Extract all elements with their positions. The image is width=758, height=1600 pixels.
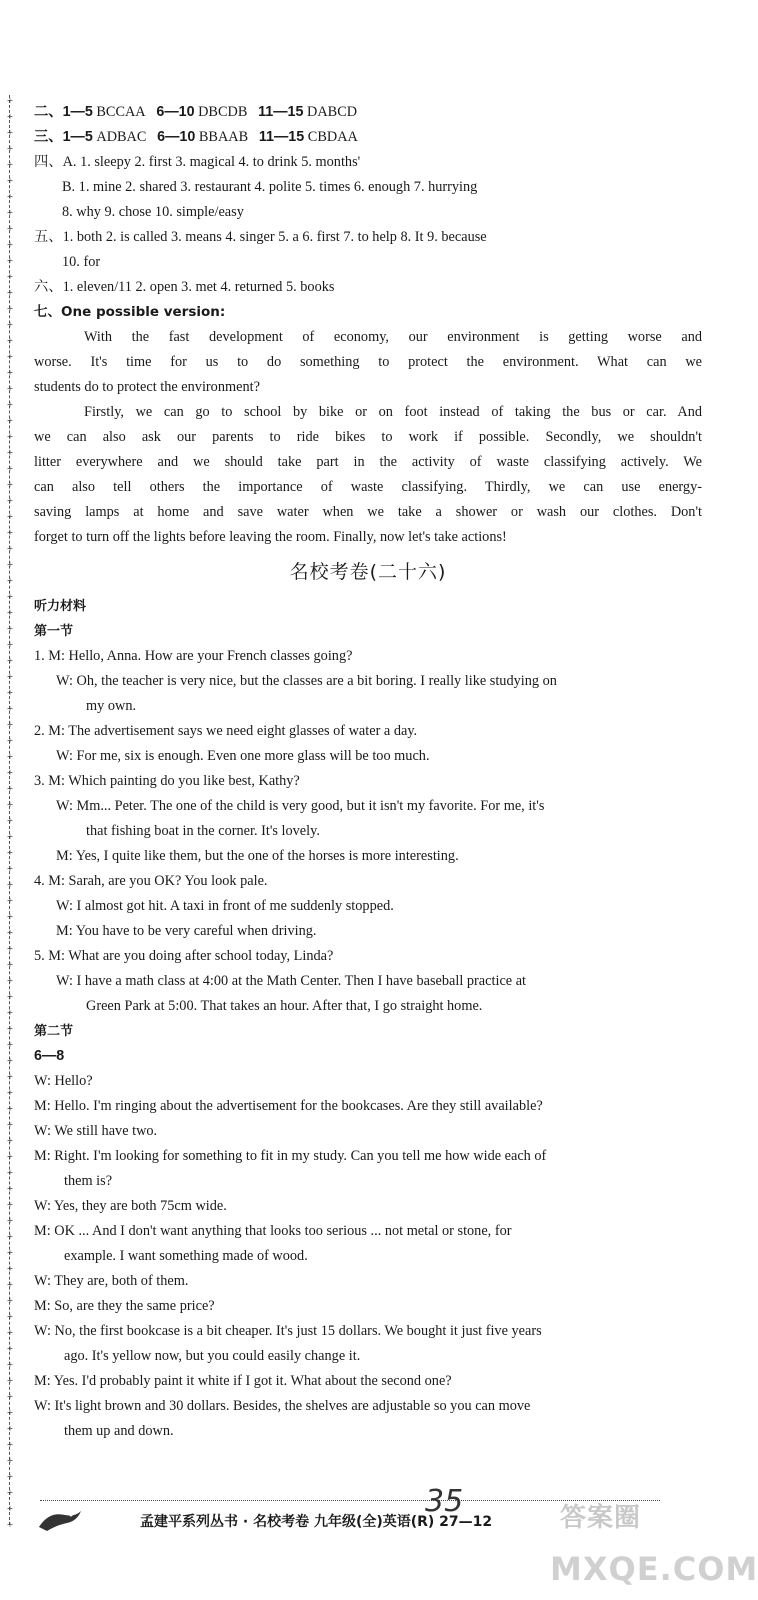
essay-line: saving lamps at home and save water when we take a shower or wash our clothes. Don't	[34, 504, 702, 520]
dialogue-line: M: Yes, I quite like them, but the one of the horses is more interesting.	[56, 848, 459, 864]
binding-mark: +	[6, 175, 14, 187]
binding-mark: +	[6, 783, 14, 795]
binding-mark: +	[6, 1439, 14, 1451]
binding-mark: +	[6, 671, 14, 683]
essay-line: students do to protect the environment?	[34, 379, 260, 395]
binding-mark: +	[6, 399, 14, 411]
binding-mark: +	[6, 1279, 14, 1291]
dialogue-line: them is?	[64, 1173, 113, 1189]
dialogue-line: M: Yes. I'd probably paint it white if I got it. What about the second one?	[34, 1373, 452, 1389]
binding-mark: +	[6, 1103, 14, 1115]
answer-row-7: 七、One possible version:	[34, 304, 226, 320]
binding-mark: +	[6, 799, 14, 811]
binding-mark: +	[6, 959, 14, 971]
binding-mark: +	[6, 463, 14, 475]
binding-mark: +	[6, 1071, 14, 1083]
binding-mark: +	[6, 319, 14, 331]
footer-text: 孟建平系列丛书 · 名校考卷 九年级(全)英语(R) 27—12	[140, 1514, 493, 1530]
dialogue-line: 5. M: What are you doing after school today, Linda?	[34, 948, 334, 964]
binding-mark: +	[6, 559, 14, 571]
binding-mark: +	[6, 1407, 14, 1419]
binding-mark: +	[6, 271, 14, 283]
binding-mark: +	[6, 191, 14, 203]
binding-mark: +	[6, 623, 14, 635]
dialogue-line: W: I almost got hit. A taxi in front of me suddenly stopped.	[56, 898, 394, 914]
page-content	[34, 100, 702, 1444]
watermark-cn: 答案圈	[560, 1503, 642, 1533]
essay-line: litter everywhere and we should take part in the activity of waste classifying actively. We	[34, 454, 702, 470]
binding-mark: +	[6, 1119, 14, 1131]
binding-mark: +	[6, 847, 14, 859]
part1-heading: 第一节	[34, 624, 74, 639]
binding-mark: +	[6, 1503, 14, 1515]
binding-mark: +	[6, 1295, 14, 1307]
binding-mark: +	[6, 591, 14, 603]
exam-title: 名校考卷(二十六)	[289, 561, 447, 583]
binding-mark: +	[6, 607, 14, 619]
binding-mark: +	[6, 1215, 14, 1227]
dialogue-line: W: For me, six is enough. Even one more glass will be too much.	[56, 748, 430, 764]
binding-mark: +	[6, 1231, 14, 1243]
dialogue-line: 1. M: Hello, Anna. How are your French classes going?	[34, 648, 353, 664]
binding-mark: +	[6, 159, 14, 171]
dialogue-line: W: Oh, the teacher is very nice, but the classes are a bit boring. I really like studying on	[56, 673, 557, 689]
essay-line: worse. It's time for us to do something to protect the environment. What can we	[34, 354, 702, 370]
binding-mark: +	[6, 1247, 14, 1259]
binding-mark: +	[6, 479, 14, 491]
binding-mark: +	[6, 143, 14, 155]
binding-mark: +	[6, 1423, 14, 1435]
binding-mark: +	[6, 1199, 14, 1211]
binding-mark: +	[6, 1167, 14, 1179]
binding-mark: +	[6, 415, 14, 427]
dialogue-line: M: You have to be very careful when driving.	[56, 923, 317, 939]
binding-mark: +	[6, 1487, 14, 1499]
binding-mark: +	[6, 1023, 14, 1035]
binding-mark: +	[6, 1343, 14, 1355]
binding-mark: +	[6, 1327, 14, 1339]
binding-mark: +	[6, 335, 14, 347]
part2-dialogue	[34, 1069, 702, 1444]
dialogue-line: M: OK ... And I don't want anything that looks too serious ... not metal or stone, for	[34, 1223, 512, 1239]
part2-heading: 第二节	[34, 1024, 74, 1039]
binding-mark: +	[6, 687, 14, 699]
watermark	[530, 1495, 758, 1595]
binding-mark: +	[6, 239, 14, 251]
essay-line: we can also ask our parents to ride bikes to work if possible. Secondly, we shouldn't	[34, 429, 702, 445]
binding-mark: +	[6, 1455, 14, 1467]
essay-line: Firstly, we can go to school by bike or on foot instead of taking the bus or car. And	[84, 404, 702, 420]
binding-mark: +	[6, 1391, 14, 1403]
binding-mark: +	[6, 431, 14, 443]
binding-mark: +	[6, 1359, 14, 1371]
handwritten-number: 35	[425, 1484, 464, 1519]
binding-mark: +	[6, 815, 14, 827]
binding-mark: +	[6, 831, 14, 843]
binding-mark: +	[6, 1055, 14, 1067]
binding-mark: +	[6, 863, 14, 875]
part1-dialogues	[34, 644, 702, 1019]
binding-mark: +	[6, 911, 14, 923]
binding-mark: +	[6, 95, 14, 107]
listening-heading: 听力材料	[34, 599, 87, 614]
binding-mark: +	[6, 223, 14, 235]
essay-line: forget to turn off the lights before leaving the room. Finally, now let's take actions!	[34, 529, 507, 545]
binding-mark: +	[6, 1471, 14, 1483]
binding-mark: +	[6, 543, 14, 555]
binding-mark: +	[6, 495, 14, 507]
dialogue-line: Green Park at 5:00. That takes an hour. After that, I go straight home.	[86, 998, 483, 1014]
binding-mark: +	[6, 207, 14, 219]
dialogue-line: M: Right. I'm looking for something to fit in my study. Can you tell me how wide each of	[34, 1148, 547, 1164]
binding-mark: +	[6, 719, 14, 731]
bird-logo-icon	[35, 1505, 85, 1535]
dialogue-line: them up and down.	[64, 1423, 174, 1439]
binding-mark: +	[6, 879, 14, 891]
binding-mark: +	[6, 895, 14, 907]
dialogue-line: example. I want something made of wood.	[64, 1248, 308, 1264]
binding-mark: +	[6, 383, 14, 395]
binding-mark: +	[6, 287, 14, 299]
binding-mark: +	[6, 1135, 14, 1147]
dialogue-line: that fishing boat in the corner. It's lovely.	[86, 823, 320, 839]
binding-mark: +	[6, 255, 14, 267]
binding-mark: +	[6, 975, 14, 987]
answer-row-4b2: 8. why 9. chose 10. simple/easy	[62, 204, 244, 220]
essay-line: can also tell others the importance of waste classifying. Thirdly, we can use energy-	[34, 479, 702, 495]
binding-mark: +	[6, 527, 14, 539]
essay-line: With the fast development of economy, our environment is getting worse and	[84, 329, 702, 345]
binding-mark: +	[6, 575, 14, 587]
dialogue-line: W: We still have two.	[34, 1123, 158, 1139]
part2-range: 6—8	[34, 1048, 65, 1064]
binding-margin	[4, 95, 16, 1531]
dialogue-line: W: Hello?	[34, 1073, 93, 1089]
binding-mark: +	[6, 1151, 14, 1163]
dialogue-line: my own.	[86, 698, 137, 714]
dialogue-line: 3. M: Which painting do you like best, Kathy?	[34, 773, 300, 789]
essay	[34, 325, 702, 550]
binding-mark: +	[6, 1087, 14, 1099]
answer-row-5b: 10. for	[62, 254, 101, 270]
binding-mark: +	[6, 303, 14, 315]
binding-mark: +	[6, 1183, 14, 1195]
binding-mark: +	[6, 127, 14, 139]
watermark-en: MXQE.COM	[550, 1550, 758, 1588]
binding-mark: +	[6, 655, 14, 667]
dialogue-line: W: I have a math class at 4:00 at the Math Center. Then I have baseball practice at	[56, 973, 527, 989]
dialogue-line: W: No, the first bookcase is a bit cheaper. It's just 15 dollars. We bought it just five years	[34, 1323, 542, 1339]
answer-row-5a: 五、1. both 2. is called 3. means 4. singer 5. a 6. first 7. to help 8. It 9. because	[34, 229, 487, 245]
answer-row-4b1: B. 1. mine 2. shared 3. restaurant 4. polite 5. times 6. enough 7. hurrying	[62, 179, 478, 195]
dialogue-line: W: Yes, they are both 75cm wide.	[34, 1198, 227, 1214]
dialogue-line: 4. M: Sarah, are you OK? You look pale.	[34, 873, 268, 889]
dialogue-line: W: They are, both of them.	[34, 1273, 189, 1289]
binding-mark: +	[6, 751, 14, 763]
binding-mark: +	[6, 927, 14, 939]
binding-mark: +	[6, 703, 14, 715]
answer-row-2: 二、1—5 BCCAA 6—10 DBCDB 11—15 DABCD	[34, 104, 358, 120]
binding-mark: +	[6, 1519, 14, 1531]
dialogue-line: W: It's light brown and 30 dollars. Besides, the shelves are adjustable so you can move	[34, 1398, 531, 1414]
binding-mark: +	[6, 111, 14, 123]
binding-mark: +	[6, 943, 14, 955]
binding-mark: +	[6, 1263, 14, 1275]
binding-mark: +	[6, 991, 14, 1003]
binding-mark: +	[6, 1311, 14, 1323]
binding-mark: +	[6, 1007, 14, 1019]
dialogue-line: W: Mm... Peter. The one of the child is very good, but it isn't my favorite. For me, it's	[56, 798, 545, 814]
binding-mark: +	[6, 639, 14, 651]
binding-mark: +	[6, 1039, 14, 1051]
answer-row-4a: 四、A. 1. sleepy 2. first 3. magical 4. to drink 5. months'	[34, 154, 361, 170]
answer-row-3: 三、1—5 ADBAC 6—10 BBAAB 11—15 CBDAA	[34, 129, 358, 145]
binding-mark: +	[6, 511, 14, 523]
binding-mark: +	[6, 351, 14, 363]
answer-row-6: 六、1. eleven/11 2. open 3. met 4. returned 5. books	[34, 279, 335, 295]
binding-mark: +	[6, 1375, 14, 1387]
binding-mark: +	[6, 367, 14, 379]
dialogue-line: M: Hello. I'm ringing about the advertisement for the bookcases. Are they still available?	[34, 1098, 543, 1114]
binding-mark: +	[6, 735, 14, 747]
binding-mark: +	[6, 447, 14, 459]
dialogue-line: 2. M: The advertisement says we need eight glasses of water a day.	[34, 723, 418, 739]
dialogue-line: M: So, are they the same price?	[34, 1298, 215, 1314]
dialogue-line: ago. It's yellow now, but you could easily change it.	[64, 1348, 361, 1364]
binding-mark: +	[6, 767, 14, 779]
